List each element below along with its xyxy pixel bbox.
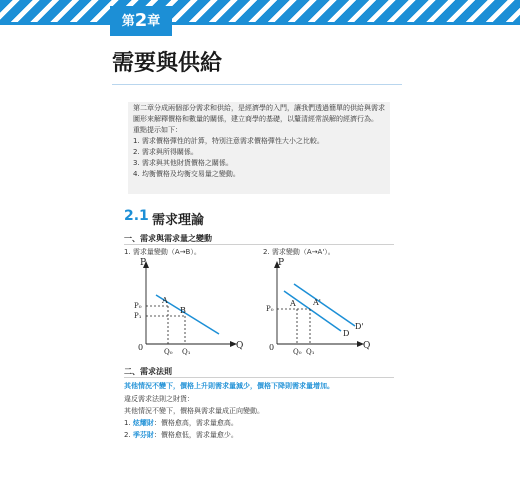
point-a-label: A <box>162 296 168 305</box>
subsection-divider <box>124 244 394 245</box>
subsection-divider <box>124 377 394 378</box>
q1-label: Q₁ <box>306 348 315 356</box>
chapter-suffix: 章 <box>147 14 161 29</box>
item-text: ：價格愈低，需求量愈少。 <box>153 431 238 439</box>
item-term: 炫耀財 <box>132 419 154 427</box>
section-title: 需求理論 <box>152 213 205 228</box>
subsection-title: 一、需求與需求量之變動 <box>124 234 212 243</box>
curve-d-label: D <box>343 329 350 338</box>
q0-label: Q₀ <box>293 348 302 356</box>
demand-law-statement: 其他情況不變下，價格上升則需求量減少，價格下降則需求量增加。 <box>124 382 334 390</box>
intro-points-heading: 重點提示如下： <box>133 126 182 134</box>
section-number: 2.1 <box>124 208 149 224</box>
header-stripe-base <box>0 22 520 25</box>
origin-label: 0 <box>269 343 275 352</box>
exception-heading: 違反需求法則之財貨： <box>124 395 194 403</box>
item-number: 1. <box>124 419 131 427</box>
item-term: 季芬財 <box>132 431 154 439</box>
demand-shift-graph <box>263 256 393 360</box>
p-axis-label: P <box>140 258 147 268</box>
chapter-title: 需要與供給 <box>112 51 223 76</box>
intro-point: 3. 需求與其他財貨價格之關係。 <box>133 159 233 167</box>
p0-label: P₀ <box>266 305 274 313</box>
origin-label: 0 <box>138 343 144 352</box>
point-a-label: A <box>290 299 296 308</box>
graph-caption-left: 1. 需求量變動（A→B）。 <box>124 248 201 256</box>
intro-point: 4. 均衡價格及均衡交易量之變動。 <box>133 170 240 178</box>
title-divider <box>112 84 402 85</box>
chapter-prefix: 第 <box>121 14 135 29</box>
curve-d-prime-label: D' <box>355 322 364 331</box>
intro-paragraph: 第二章分成兩個部分需求和供給，是經濟學的入門，讓我們透過簡單的供給與需求圖形來解釋價格和數量的關係，建立商學的基礎，以釐清經常誤解的經濟行為。 <box>133 104 385 123</box>
intro-point: 1. 需求價格彈性的計算，特別注意需求價格彈性大小之比較。 <box>133 137 324 145</box>
item-text: ：價格愈高，需求量愈高。 <box>153 419 238 427</box>
p1-label: P₁ <box>134 312 142 320</box>
item-number: 2. <box>124 431 131 439</box>
intro-text <box>133 102 387 180</box>
subsection-title: 二、需求法則 <box>124 367 172 376</box>
header-stripe <box>0 0 520 22</box>
p-axis-label: P <box>278 258 285 268</box>
point-b-label: B <box>180 306 186 315</box>
q1-label: Q₁ <box>182 348 191 356</box>
demand-quantity-graph <box>124 256 254 360</box>
q-axis-label: Q <box>363 341 371 351</box>
exception-description: 其他情況不變下，價格與需求量成正向變動。 <box>124 407 264 415</box>
p0-label: P₀ <box>134 302 142 310</box>
exception-item <box>124 430 238 440</box>
point-a-prime-label: A' <box>313 298 321 307</box>
graph-caption-right: 2. 需求變動（A→A'）。 <box>263 248 335 256</box>
q0-label: Q₀ <box>164 348 173 356</box>
chapter-tag <box>110 6 172 36</box>
intro-point: 2. 需求與所得關係。 <box>133 148 198 156</box>
q-axis-label: Q <box>236 341 244 351</box>
exception-item <box>124 418 238 428</box>
chapter-number: 2 <box>134 10 148 31</box>
